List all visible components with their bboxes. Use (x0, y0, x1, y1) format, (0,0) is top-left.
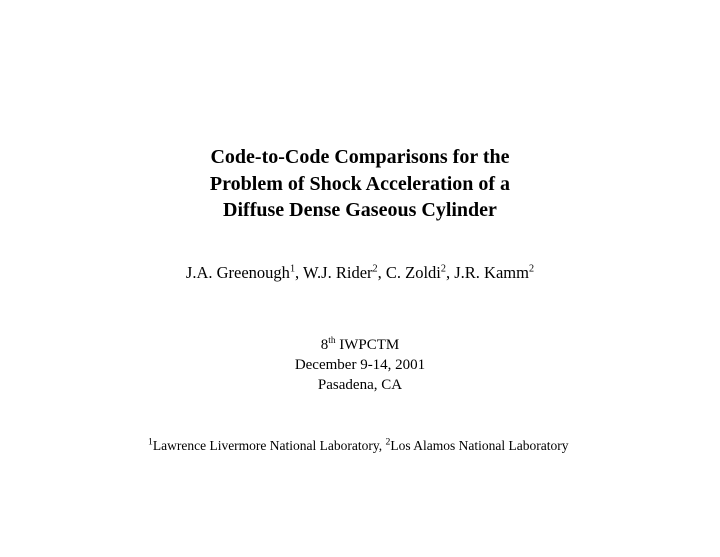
author-name: W.J. Rider (303, 263, 373, 282)
author-name: J.R. Kamm (454, 263, 529, 282)
title-line-1: Code-to-Code Comparisons for the (210, 146, 510, 168)
conference-ordinal-suffix: th (328, 336, 336, 346)
author-separator: , (377, 263, 386, 282)
author-affiliation-marker: 2 (528, 263, 535, 275)
author-list (0, 262, 720, 284)
affiliation-list (148, 436, 668, 456)
conference-info (0, 335, 720, 395)
conference-name (0, 335, 720, 355)
affiliation-separator: , (378, 438, 386, 453)
title-line-3: Diffuse Dense Gaseous Cylinder (223, 199, 497, 221)
conference-acronym: IWPCTM (335, 337, 400, 353)
affiliation-marker: 1 (148, 436, 153, 448)
slide-title (0, 144, 720, 224)
affiliation-name: Lawrence Livermore National Laboratory (152, 438, 379, 453)
conference-number: 8 (320, 337, 329, 353)
author-affiliation-marker: 2 (372, 263, 378, 275)
affiliation-name: Los Alamos National Laboratory (390, 438, 569, 453)
affiliation-marker: 2 (385, 436, 391, 448)
author-separator: , (295, 263, 303, 282)
author-affiliation-marker: 1 (289, 263, 296, 275)
conference-dates: December 9-14, 2001 (294, 357, 426, 373)
conference-location: Pasadena, CA (317, 377, 403, 393)
author-separator: , (446, 263, 455, 282)
title-line-2: Problem of Shock Acceleration of a (209, 172, 511, 195)
author-name: C. Zoldi (385, 263, 441, 282)
author-name: J.A. Greenough (185, 263, 290, 282)
author-affiliation-marker: 2 (440, 263, 446, 275)
